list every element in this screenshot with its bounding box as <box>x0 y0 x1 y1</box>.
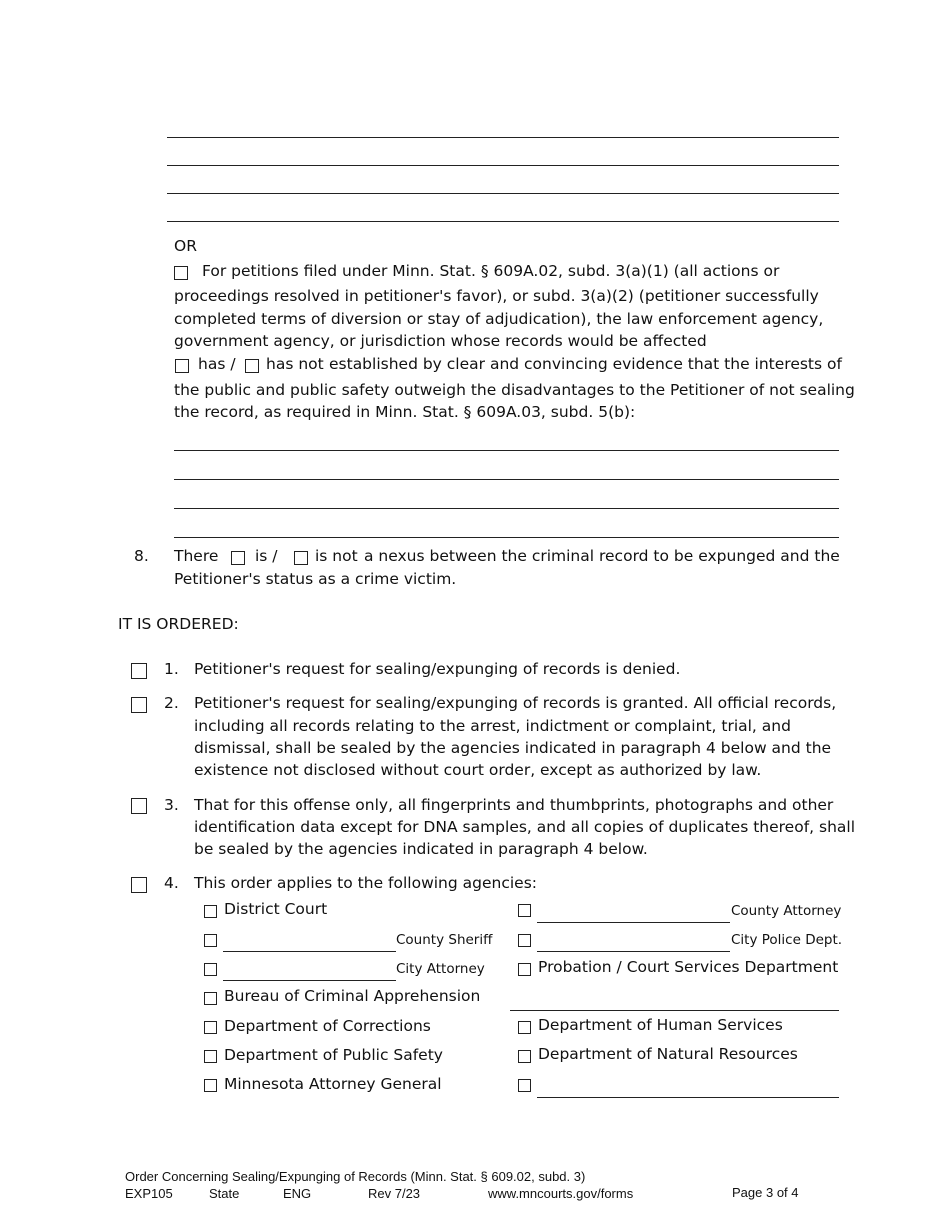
order-3-line-2: identification data except for DNA samples, and all copies of duplicates thereof, shall <box>194 818 856 836</box>
order-1-number: 1. <box>164 660 179 678</box>
dhs-checkbox[interactable] <box>518 1021 531 1034</box>
dnr-label: Department of Natural Resources <box>538 1045 798 1063</box>
fill-line[interactable] <box>167 137 839 138</box>
or-label: OR <box>174 237 197 255</box>
established-text: established by clear and convincing evidence that the interests of <box>329 355 842 373</box>
fill-line[interactable] <box>167 221 839 222</box>
fill-line[interactable] <box>167 165 839 166</box>
order-1-checkbox[interactable] <box>131 663 147 679</box>
city-police-label: City Police Dept. <box>731 932 843 948</box>
fill-line[interactable] <box>174 479 839 480</box>
mag-label: Minnesota Attorney General <box>224 1075 442 1093</box>
petition-line-1: For petitions filed under Minn. Stat. § 609A.02, subd. 3(a)(1) (all actions or <box>202 262 780 280</box>
has-checkbox[interactable] <box>175 359 189 373</box>
order-2-line-2: including all records relating to the arrest, indictment or complaint, trial, and <box>194 717 791 735</box>
bca-checkbox[interactable] <box>204 992 217 1005</box>
footer-form-code: EXP105 <box>125 1186 173 1201</box>
order-2-line-3: dismissal, shall be sealed by the agencies indicated in paragraph 4 below and the <box>194 739 832 757</box>
fill-line[interactable] <box>174 450 839 451</box>
city-police-checkbox[interactable] <box>518 934 531 947</box>
petition-tail-2: the record, as required in Minn. Stat. § 609A.03, subd. 5(b): <box>174 403 636 421</box>
footer-state: State <box>209 1186 240 1201</box>
order-3-line-1: That for this offense only, all fingerprints and thumbprints, photographs and other <box>194 796 834 814</box>
doc-label: Department of Corrections <box>224 1017 431 1035</box>
dps-label: Department of Public Safety <box>224 1046 443 1064</box>
item-8-rest: a nexus between the criminal record to be expunged and the <box>364 547 840 565</box>
item-8-line-2: Petitioner's status as a crime victim. <box>174 570 457 588</box>
dhs-label: Department of Human Services <box>538 1016 783 1034</box>
order-2-line-4: existence not disclosed without court order, except as authorized by law. <box>194 761 762 779</box>
petition-line-4: government agency, or jurisdiction whose records would be affected <box>174 332 707 350</box>
fill-line[interactable] <box>174 537 839 538</box>
doc-checkbox[interactable] <box>204 1021 217 1034</box>
has-label: has / <box>198 355 236 373</box>
nexus-is-not-label: is not <box>315 547 358 565</box>
nexus-is-label: is / <box>255 547 278 565</box>
footer-lang: ENG <box>283 1186 312 1201</box>
footer-rev: Rev 7/23 <box>368 1186 421 1201</box>
dps-checkbox[interactable] <box>204 1050 217 1063</box>
county-attorney-checkbox[interactable] <box>518 904 531 917</box>
nexus-is-checkbox[interactable] <box>231 551 245 565</box>
item-8-there: There <box>174 547 219 565</box>
order-3-line-3: be sealed by the agencies indicated in paragraph 4 below. <box>194 840 648 858</box>
order-4-number: 4. <box>164 874 179 892</box>
county-sheriff-line[interactable] <box>223 951 396 952</box>
petition-line-2: proceedings resolved in petitioner's favor), or subd. 3(a)(2) (petitioner successfully <box>174 287 819 305</box>
probation-line[interactable] <box>510 1010 839 1011</box>
probation-checkbox[interactable] <box>518 963 531 976</box>
item-8-number: 8. <box>134 547 149 565</box>
petition-favor-checkbox[interactable] <box>174 266 188 280</box>
other-agency-line[interactable] <box>537 1097 839 1098</box>
order-3-checkbox[interactable] <box>131 798 147 814</box>
order-4-text: This order applies to the following agencies: <box>194 874 538 892</box>
county-attorney-label: County Attorney <box>731 903 842 919</box>
district-court-label: District Court <box>224 900 328 918</box>
city-attorney-checkbox[interactable] <box>204 963 217 976</box>
county-attorney-line[interactable] <box>537 922 730 923</box>
order-2-line-1: Petitioner's request for sealing/expunging of records is granted. All official records, <box>194 694 837 712</box>
probation-label: Probation / Court Services Department <box>538 958 839 976</box>
city-attorney-label: City Attorney <box>396 961 485 977</box>
order-3-number: 3. <box>164 796 179 814</box>
footer-url[interactable]: www.mncourts.gov/forms <box>488 1186 634 1201</box>
county-sheriff-checkbox[interactable] <box>204 934 217 947</box>
ordered-heading: IT IS ORDERED: <box>118 615 239 633</box>
footer-title: Order Concerning Sealing/Expunging of Records (Minn. Stat. § 609.02, subd. 3) <box>125 1169 586 1184</box>
order-1-text: Petitioner's request for sealing/expunging of records is denied. <box>194 660 681 678</box>
footer-page-number: Page 3 of 4 <box>732 1185 799 1200</box>
has-not-checkbox[interactable] <box>245 359 259 373</box>
dnr-checkbox[interactable] <box>518 1050 531 1063</box>
city-attorney-line[interactable] <box>223 980 396 981</box>
city-police-line[interactable] <box>537 951 730 952</box>
bca-label: Bureau of Criminal Apprehension <box>224 987 481 1005</box>
district-court-checkbox[interactable] <box>204 905 217 918</box>
has-not-label: has not <box>266 355 324 373</box>
mag-checkbox[interactable] <box>204 1079 217 1092</box>
other-agency-checkbox[interactable] <box>518 1079 531 1092</box>
fill-line[interactable] <box>167 193 839 194</box>
order-2-number: 2. <box>164 694 179 712</box>
fill-line[interactable] <box>174 508 839 509</box>
petition-tail-1: the public and public safety outweigh the disadvantages to the Petitioner of not sealing <box>174 381 855 399</box>
nexus-is-not-checkbox[interactable] <box>294 551 308 565</box>
order-2-checkbox[interactable] <box>131 697 147 713</box>
order-4-checkbox[interactable] <box>131 877 147 893</box>
county-sheriff-label: County Sheriff <box>396 932 493 948</box>
petition-line-3: completed terms of diversion or stay of adjudication), the law enforcement agency, <box>174 310 824 328</box>
